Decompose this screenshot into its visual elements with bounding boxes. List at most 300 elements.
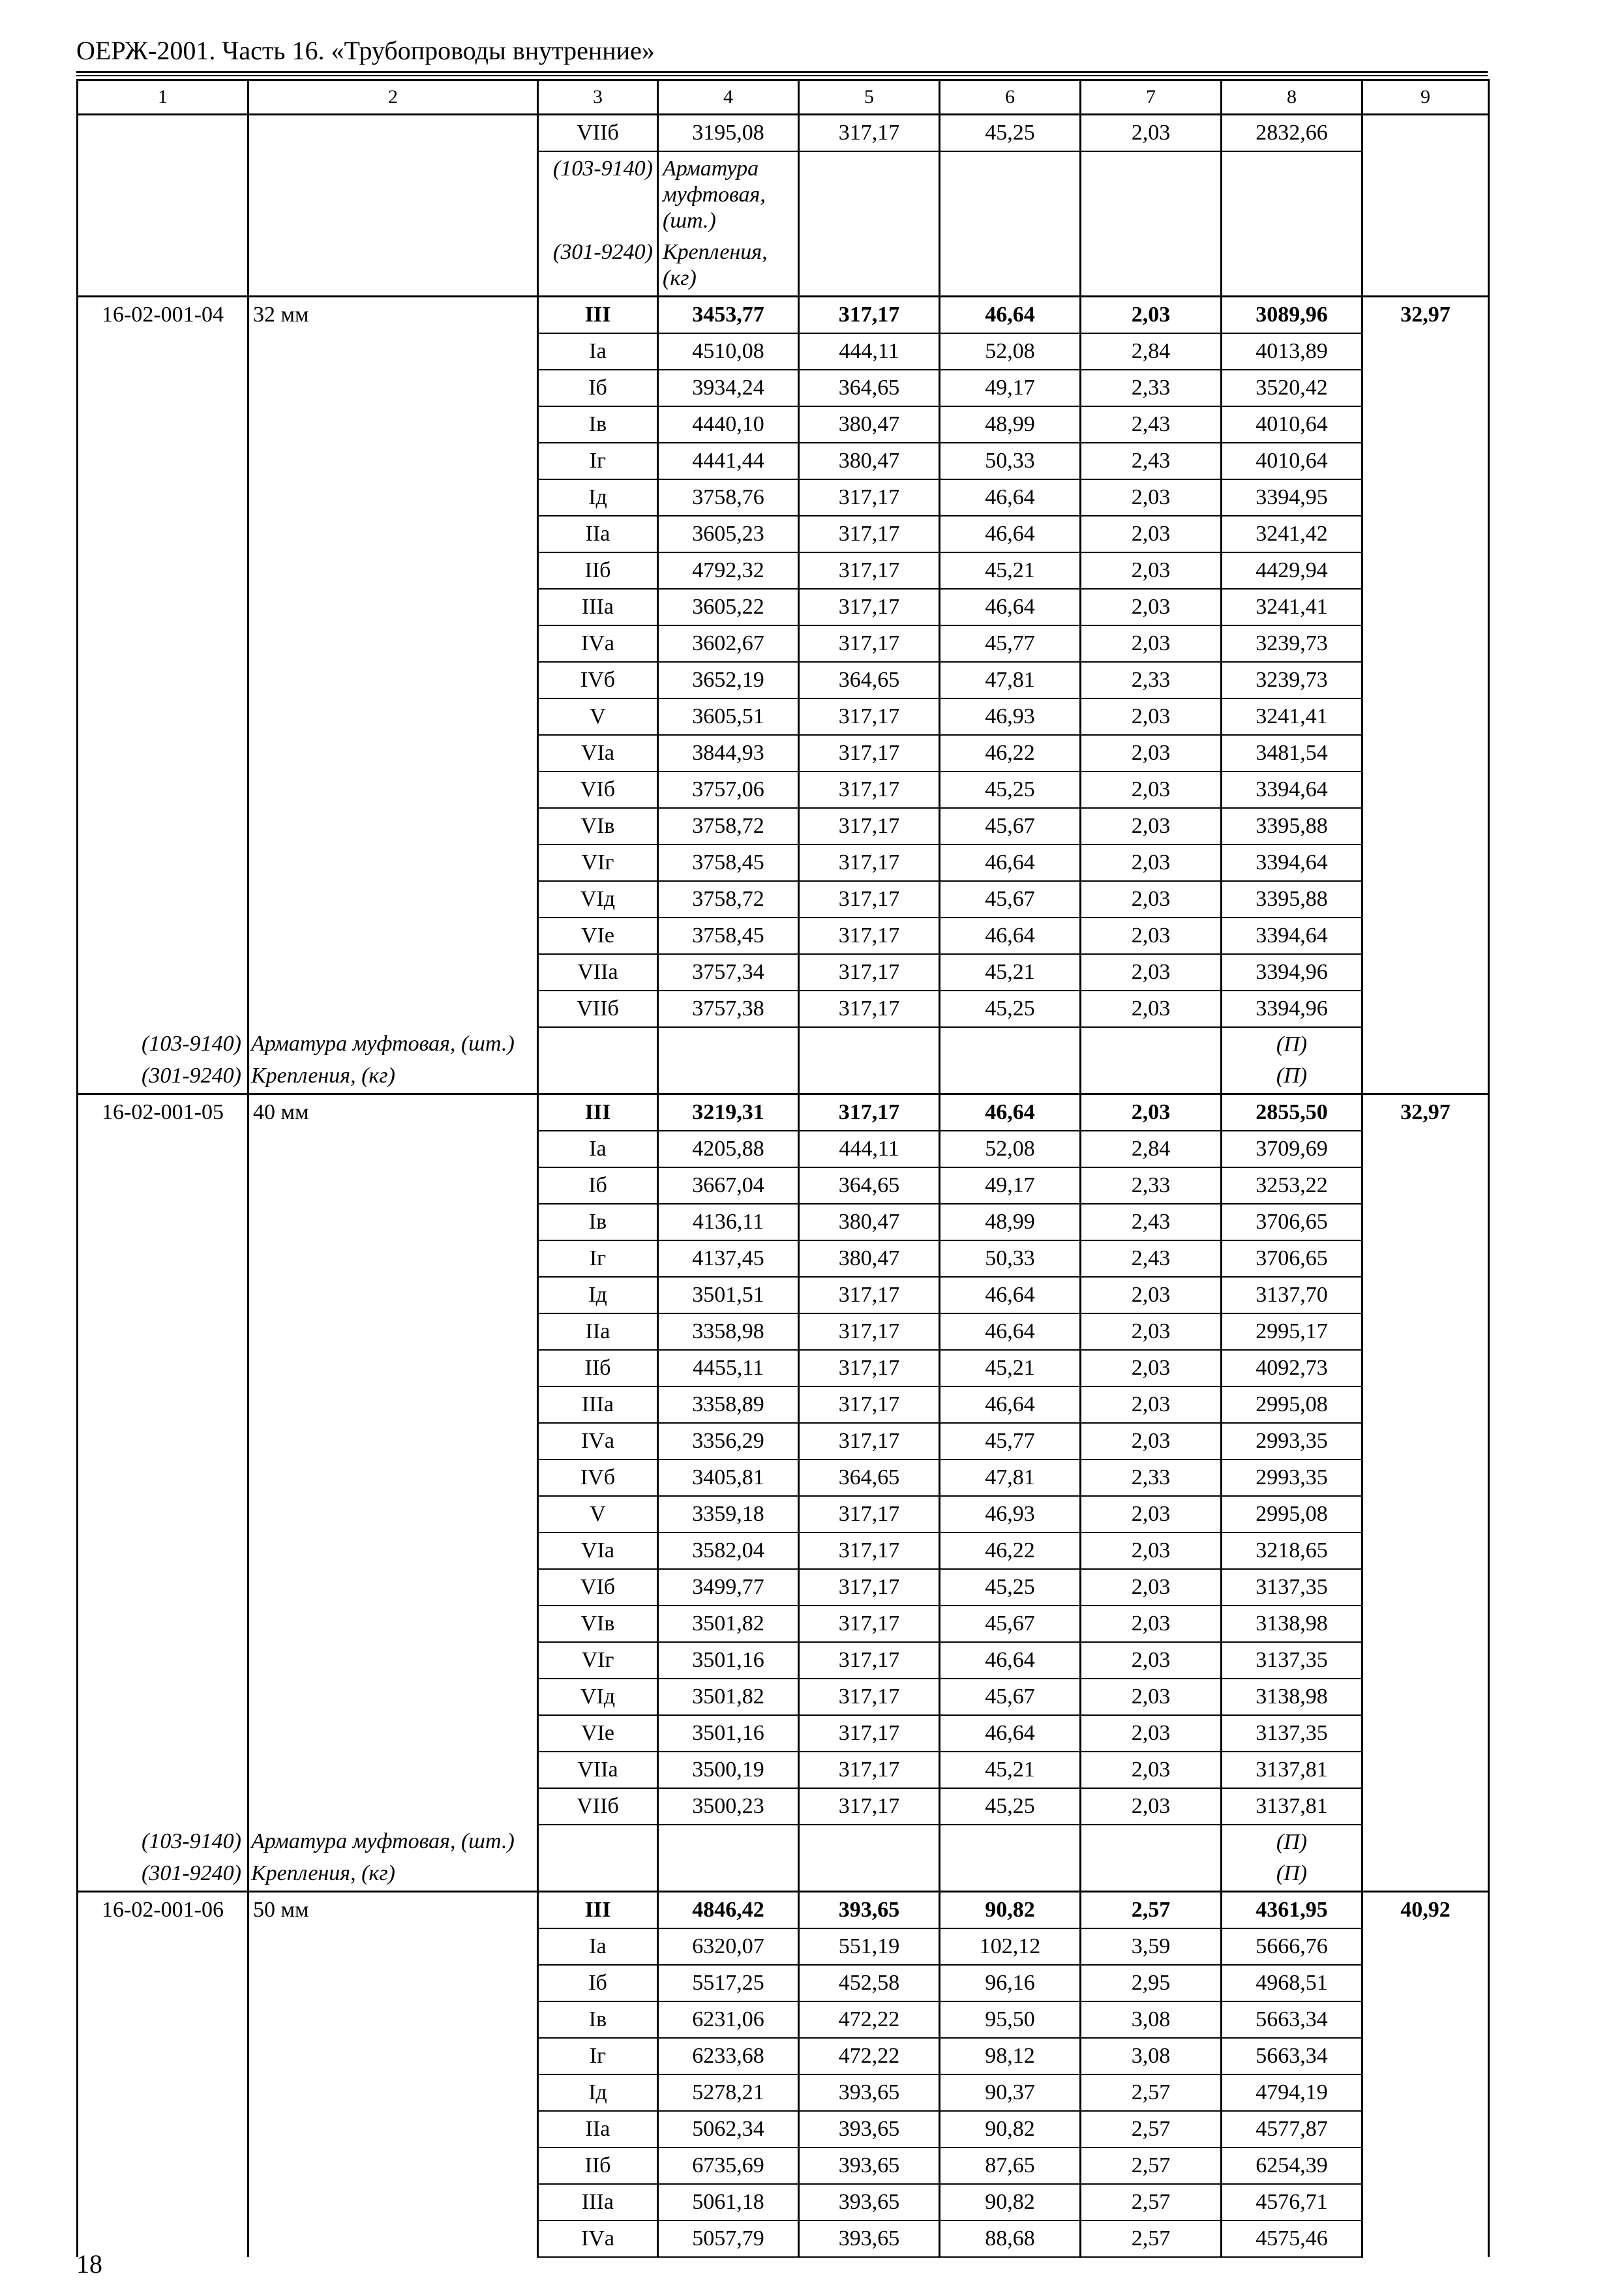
zone-cell: VIIа [538, 1752, 658, 1788]
materials-cell: 3239,73 [1222, 625, 1362, 662]
materials-cell: 3241,41 [1222, 589, 1362, 625]
driver-wages-cell: 2,03 [1081, 1569, 1222, 1606]
zone-cell: Iв [538, 2001, 658, 2038]
zone-cell: VIд [538, 881, 658, 918]
materials-cell: 2855,50 [1222, 1094, 1362, 1131]
wages-cell: 317,17 [799, 1496, 940, 1533]
materials-note-cell: (П) [1222, 1858, 1362, 1892]
total-cost-cell: 4792,32 [658, 552, 799, 589]
materials-cell: 3137,35 [1222, 1715, 1362, 1752]
materials-cell: 3395,88 [1222, 881, 1362, 918]
labor-cost-cell: 40,92 [1362, 1892, 1489, 2258]
total-cost-cell: 5278,21 [658, 2074, 799, 2111]
total-cost-cell: 3358,89 [658, 1386, 799, 1423]
total-cost-cell: 6320,07 [658, 1928, 799, 1965]
materials-cell: 4010,64 [1222, 443, 1362, 479]
machines-cell: 45,21 [940, 1350, 1081, 1386]
total-cost-cell: 3501,82 [658, 1606, 799, 1642]
materials-cell: 3253,22 [1222, 1167, 1362, 1204]
wages-cell: 444,11 [799, 1131, 940, 1167]
machines-cell: 46,64 [940, 1277, 1081, 1313]
wages-cell: 317,17 [799, 735, 940, 771]
driver-wages-cell: 2,95 [1081, 1965, 1222, 2001]
wages-cell: 317,17 [799, 808, 940, 845]
column-number-1: 1 [78, 80, 248, 115]
driver-wages-cell: 2,03 [1081, 1606, 1222, 1642]
driver-wages-cell: 2,57 [1081, 2184, 1222, 2221]
zone-cell: IIб [538, 2147, 658, 2184]
wages-cell: 317,17 [799, 1094, 940, 1131]
wages-cell: 317,17 [799, 552, 940, 589]
wages-cell: 380,47 [799, 1204, 940, 1240]
driver-wages-cell: 2,03 [1081, 1423, 1222, 1459]
driver-wages-cell: 2,03 [1081, 881, 1222, 918]
empty-cell [1222, 151, 1362, 237]
materials-cell: 3394,96 [1222, 954, 1362, 991]
driver-wages-cell: 2,03 [1081, 297, 1222, 334]
driver-wages-cell: 2,57 [1081, 2147, 1222, 2184]
zone-cell: V [538, 1496, 658, 1533]
driver-wages-cell: 2,57 [1081, 2111, 1222, 2147]
total-cost-cell: 3356,29 [658, 1423, 799, 1459]
driver-wages-cell: 2,57 [1081, 2221, 1222, 2257]
driver-wages-cell: 2,03 [1081, 1679, 1222, 1715]
driver-wages-cell: 2,03 [1081, 845, 1222, 881]
header-rule [76, 71, 1488, 73]
materials-cell: 3138,98 [1222, 1606, 1362, 1642]
table-row [78, 115, 1489, 152]
driver-wages-cell: 2,84 [1081, 333, 1222, 370]
materials-cell: 3137,35 [1222, 1642, 1362, 1679]
rate-name [248, 115, 538, 297]
page-number: 18 [76, 2249, 102, 2279]
total-cost-cell: 4205,88 [658, 1131, 799, 1167]
wages-cell: 317,17 [799, 297, 940, 334]
total-cost-cell: 3934,24 [658, 370, 799, 406]
total-cost-cell: 3605,22 [658, 589, 799, 625]
driver-wages-cell: 2,84 [1081, 1131, 1222, 1167]
wages-cell: 380,47 [799, 443, 940, 479]
rate-name: 50 мм [248, 1892, 538, 2258]
empty-cell [1081, 1858, 1222, 1892]
empty-cell [799, 1060, 940, 1094]
wages-cell: 444,11 [799, 333, 940, 370]
machines-cell: 45,25 [940, 771, 1081, 808]
labor-cost-cell: 32,97 [1362, 1094, 1489, 1892]
column-number-8: 8 [1222, 80, 1362, 115]
total-cost-cell: 3605,51 [658, 698, 799, 735]
total-cost-cell: 3501,16 [658, 1642, 799, 1679]
materials-cell: 3394,96 [1222, 991, 1362, 1027]
wages-cell: 364,65 [799, 1459, 940, 1496]
machines-cell: 90,37 [940, 2074, 1081, 2111]
machines-cell: 45,25 [940, 1788, 1081, 1825]
zone-cell: VIб [538, 771, 658, 808]
machines-cell: 46,64 [940, 1094, 1081, 1131]
total-cost-cell: 5061,18 [658, 2184, 799, 2221]
zone-cell: Iа [538, 1131, 658, 1167]
total-cost-cell: 3500,23 [658, 1788, 799, 1825]
total-cost-cell: 6233,68 [658, 2038, 799, 2074]
materials-cell: 4429,94 [1222, 552, 1362, 589]
machines-cell: 52,08 [940, 1131, 1081, 1167]
materials-cell: 5663,34 [1222, 2001, 1362, 2038]
materials-cell: 3137,81 [1222, 1752, 1362, 1788]
materials-cell: 4577,87 [1222, 2111, 1362, 2147]
total-cost-cell: 5062,34 [658, 2111, 799, 2147]
machines-cell: 46,64 [940, 297, 1081, 334]
driver-wages-cell: 2,33 [1081, 1459, 1222, 1496]
zone-cell: VIа [538, 735, 658, 771]
empty-cell [940, 237, 1081, 297]
labor-cost-cell [1362, 115, 1489, 297]
zone-cell: IIа [538, 1313, 658, 1350]
material-code: (103-9140) [538, 151, 658, 237]
wages-cell: 317,17 [799, 1533, 940, 1569]
empty-cell [658, 1027, 799, 1060]
empty-cell [1081, 237, 1222, 297]
materials-note-cell: (П) [1222, 1027, 1362, 1060]
table-row [78, 1094, 1489, 1131]
rate-name: 40 мм [248, 1094, 538, 1892]
machines-cell: 49,17 [940, 370, 1081, 406]
materials-cell: 3137,35 [1222, 1569, 1362, 1606]
driver-wages-cell: 2,03 [1081, 589, 1222, 625]
material-name: Крепления, (кг) [251, 1063, 525, 1089]
materials-cell: 5666,76 [1222, 1928, 1362, 1965]
machines-cell: 46,22 [940, 735, 1081, 771]
empty-cell [1081, 151, 1222, 237]
machines-cell: 46,64 [940, 1386, 1081, 1423]
total-cost-cell: 4440,10 [658, 406, 799, 443]
driver-wages-cell: 2,03 [1081, 698, 1222, 735]
machines-cell: 96,16 [940, 1965, 1081, 2001]
wages-cell: 317,17 [799, 1715, 940, 1752]
materials-cell: 2993,35 [1222, 1459, 1362, 1496]
driver-wages-cell: 2,43 [1081, 1240, 1222, 1277]
zone-cell: IIа [538, 2111, 658, 2147]
total-cost-cell: 3757,38 [658, 991, 799, 1027]
total-cost-cell: 4441,44 [658, 443, 799, 479]
empty-cell [940, 1858, 1081, 1892]
total-cost-cell: 3758,45 [658, 845, 799, 881]
wages-cell: 317,17 [799, 991, 940, 1027]
machines-cell: 102,12 [940, 1928, 1081, 1965]
material-name: Арматура муфтовая, (шт.) [658, 151, 799, 237]
driver-wages-cell: 3,08 [1081, 2038, 1222, 2074]
driver-wages-cell: 2,03 [1081, 1752, 1222, 1788]
machines-cell: 46,93 [940, 1496, 1081, 1533]
machines-cell: 46,64 [940, 1642, 1081, 1679]
zone-cell: IIIа [538, 589, 658, 625]
rate-name: 32 мм [248, 297, 538, 1094]
column-number-7: 7 [1081, 80, 1222, 115]
wages-cell: 317,17 [799, 954, 940, 991]
driver-wages-cell: 2,03 [1081, 1350, 1222, 1386]
table-row [78, 297, 1489, 334]
zone-cell: Iд [538, 479, 658, 516]
empty-cell [1081, 1825, 1222, 1858]
machines-cell: 45,21 [940, 1752, 1081, 1788]
machines-cell: 46,64 [940, 1715, 1081, 1752]
empty-cell [799, 1027, 940, 1060]
empty-cell [538, 1858, 658, 1892]
total-cost-cell: 3405,81 [658, 1459, 799, 1496]
materials-cell: 3137,81 [1222, 1788, 1362, 1825]
machines-cell: 47,81 [940, 1459, 1081, 1496]
wages-cell: 317,17 [799, 589, 940, 625]
rate-code: 16-02-001-05 [78, 1094, 248, 1892]
wages-cell: 393,65 [799, 2147, 940, 2184]
column-number-9: 9 [1362, 80, 1489, 115]
total-cost-cell: 3219,31 [658, 1094, 799, 1131]
material-name: Арматура муфтовая, (шт.) [251, 1829, 525, 1855]
zone-cell: VIа [538, 1533, 658, 1569]
materials-cell: 2993,35 [1222, 1423, 1362, 1459]
driver-wages-cell: 2,03 [1081, 1386, 1222, 1423]
zone-cell: IVб [538, 662, 658, 698]
wages-cell: 317,17 [799, 1350, 940, 1386]
zone-cell: VIIб [538, 991, 658, 1027]
driver-wages-cell: 2,03 [1081, 1533, 1222, 1569]
machines-cell: 49,17 [940, 1167, 1081, 1204]
machines-cell: 45,25 [940, 1569, 1081, 1606]
total-cost-cell: 3501,51 [658, 1277, 799, 1313]
machines-cell: 52,08 [940, 333, 1081, 370]
rates-table-container [76, 79, 1488, 2258]
zone-cell: VIг [538, 1642, 658, 1679]
machines-cell: 46,64 [940, 1313, 1081, 1350]
materials-cell: 3394,64 [1222, 845, 1362, 881]
zone-cell: IVа [538, 1423, 658, 1459]
total-cost-cell: 3757,06 [658, 771, 799, 808]
machines-cell: 45,77 [940, 1423, 1081, 1459]
material-name: Крепления, (кг) [658, 237, 799, 297]
zone-cell: IIIа [538, 2184, 658, 2221]
driver-wages-cell: 2,03 [1081, 479, 1222, 516]
zone-cell: IVб [538, 1459, 658, 1496]
wages-cell: 317,17 [799, 1788, 940, 1825]
column-number-row [78, 80, 1489, 115]
materials-note-cell: (П) [1222, 1060, 1362, 1094]
driver-wages-cell: 2,03 [1081, 954, 1222, 991]
wages-cell: 317,17 [799, 918, 940, 954]
total-cost-cell: 3652,19 [658, 662, 799, 698]
materials-cell: 2995,08 [1222, 1496, 1362, 1533]
driver-wages-cell: 2,03 [1081, 1715, 1222, 1752]
wages-cell: 317,17 [799, 1642, 940, 1679]
machines-cell: 45,77 [940, 625, 1081, 662]
zone-cell: IIIа [538, 1386, 658, 1423]
zone-cell: Iб [538, 1167, 658, 1204]
wages-cell: 551,19 [799, 1928, 940, 1965]
machines-cell: 98,12 [940, 2038, 1081, 2074]
zone-cell: VIв [538, 808, 658, 845]
wages-cell: 317,17 [799, 1423, 940, 1459]
materials-cell: 3706,65 [1222, 1240, 1362, 1277]
material-code: (103-9140) [78, 1031, 241, 1057]
driver-wages-cell: 2,03 [1081, 991, 1222, 1027]
zone-cell: III [538, 1892, 658, 1929]
materials-cell: 4794,19 [1222, 2074, 1362, 2111]
driver-wages-cell: 2,03 [1081, 1788, 1222, 1825]
machines-cell: 50,33 [940, 443, 1081, 479]
total-cost-cell: 3501,16 [658, 1715, 799, 1752]
table-row [78, 1892, 1489, 1929]
zone-cell: IIб [538, 1350, 658, 1386]
zone-cell: IVа [538, 2221, 658, 2257]
driver-wages-cell: 2,03 [1081, 1496, 1222, 1533]
total-cost-cell: 3605,23 [658, 516, 799, 552]
zone-cell: VIIа [538, 954, 658, 991]
driver-wages-cell: 2,33 [1081, 370, 1222, 406]
total-cost-cell: 3501,82 [658, 1679, 799, 1715]
zone-cell: VIIб [538, 1788, 658, 1825]
wages-cell: 317,17 [799, 845, 940, 881]
driver-wages-cell: 2,43 [1081, 406, 1222, 443]
wages-cell: 317,17 [799, 881, 940, 918]
zone-cell: III [538, 297, 658, 334]
machines-cell: 48,99 [940, 406, 1081, 443]
total-cost-cell: 3582,04 [658, 1533, 799, 1569]
page-header: ОЕРЖ-2001. Часть 16. «Трубопроводы внутренние» [76, 36, 655, 65]
wages-cell: 317,17 [799, 1313, 940, 1350]
empty-cell [940, 1027, 1081, 1060]
empty-cell [940, 1825, 1081, 1858]
total-cost-cell: 4846,42 [658, 1892, 799, 1929]
wages-cell: 317,17 [799, 1277, 940, 1313]
machines-cell: 45,25 [940, 991, 1081, 1027]
materials-cell: 3394,64 [1222, 771, 1362, 808]
zone-cell: VIб [538, 1569, 658, 1606]
zone-cell: Iд [538, 1277, 658, 1313]
machines-cell: 88,68 [940, 2221, 1081, 2257]
total-cost-cell: 3499,77 [658, 1569, 799, 1606]
total-cost-cell: 3358,98 [658, 1313, 799, 1350]
driver-wages-cell: 2,57 [1081, 1892, 1222, 1929]
rate-code: 16-02-001-04 [78, 297, 248, 1094]
materials-cell: 4576,71 [1222, 2184, 1362, 2221]
material-code: (301-9240) [78, 1063, 241, 1089]
zone-cell: VIIб [538, 115, 658, 152]
total-cost-cell: 3758,72 [658, 881, 799, 918]
machines-cell: 95,50 [940, 2001, 1081, 2038]
empty-cell [799, 1858, 940, 1892]
zone-cell: Iг [538, 2038, 658, 2074]
zone-cell: Iг [538, 1240, 658, 1277]
materials-cell: 4575,46 [1222, 2221, 1362, 2257]
materials-cell: 4013,89 [1222, 333, 1362, 370]
total-cost-cell: 3359,18 [658, 1496, 799, 1533]
total-cost-cell: 3602,67 [658, 625, 799, 662]
total-cost-cell: 3758,72 [658, 808, 799, 845]
total-cost-cell: 3500,19 [658, 1752, 799, 1788]
wages-cell: 452,58 [799, 1965, 940, 2001]
zone-cell: IIа [538, 516, 658, 552]
empty-cell [1081, 1060, 1222, 1094]
zone-cell: VIв [538, 1606, 658, 1642]
zone-cell: IVа [538, 625, 658, 662]
machines-cell: 46,22 [940, 1533, 1081, 1569]
empty-cell [658, 1060, 799, 1094]
driver-wages-cell: 2,03 [1081, 1277, 1222, 1313]
materials-cell: 4010,64 [1222, 406, 1362, 443]
empty-cell [1222, 237, 1362, 297]
machines-cell: 90,82 [940, 1892, 1081, 1929]
empty-cell [799, 151, 940, 237]
machines-cell: 46,64 [940, 918, 1081, 954]
machines-cell: 45,21 [940, 954, 1081, 991]
machines-cell: 87,65 [940, 2147, 1081, 2184]
driver-wages-cell: 2,43 [1081, 1204, 1222, 1240]
rate-code [78, 115, 248, 297]
machines-cell: 48,99 [940, 1204, 1081, 1240]
machines-cell: 45,67 [940, 1606, 1081, 1642]
driver-wages-cell: 2,03 [1081, 771, 1222, 808]
driver-wages-cell: 2,03 [1081, 115, 1222, 152]
wages-cell: 317,17 [799, 479, 940, 516]
total-cost-cell: 3758,76 [658, 479, 799, 516]
driver-wages-cell: 2,33 [1081, 1167, 1222, 1204]
wages-cell: 317,17 [799, 698, 940, 735]
materials-note-cell: (П) [1222, 1825, 1362, 1858]
column-number-5: 5 [799, 80, 940, 115]
wages-cell: 472,22 [799, 2038, 940, 2074]
empty-cell [658, 1858, 799, 1892]
total-cost-cell: 6735,69 [658, 2147, 799, 2184]
zone-cell: III [538, 1094, 658, 1131]
empty-cell [538, 1060, 658, 1094]
driver-wages-cell: 2,03 [1081, 918, 1222, 954]
total-cost-cell: 4510,08 [658, 333, 799, 370]
total-cost-cell: 3758,45 [658, 918, 799, 954]
zone-cell: VIг [538, 845, 658, 881]
machines-cell: 90,82 [940, 2111, 1081, 2147]
empty-cell [799, 1825, 940, 1858]
wages-cell: 364,65 [799, 1167, 940, 1204]
machines-cell: 90,82 [940, 2184, 1081, 2221]
materials-cell: 3241,42 [1222, 516, 1362, 552]
wages-cell: 364,65 [799, 662, 940, 698]
machines-cell: 45,67 [940, 881, 1081, 918]
materials-cell: 6254,39 [1222, 2147, 1362, 2184]
materials-cell: 3395,88 [1222, 808, 1362, 845]
labor-cost-cell: 32,97 [1362, 297, 1489, 1094]
column-number-2: 2 [248, 80, 538, 115]
wages-cell: 393,65 [799, 2074, 940, 2111]
wages-cell: 393,65 [799, 1892, 940, 1929]
wages-cell: 317,17 [799, 1606, 940, 1642]
empty-cell [1081, 1027, 1222, 1060]
materials-cell: 4968,51 [1222, 1965, 1362, 2001]
driver-wages-cell: 2,03 [1081, 1642, 1222, 1679]
driver-wages-cell: 2,03 [1081, 1094, 1222, 1131]
machines-cell: 46,64 [940, 845, 1081, 881]
materials-cell: 2832,66 [1222, 115, 1362, 152]
zone-cell: Iг [538, 443, 658, 479]
wages-cell: 317,17 [799, 1679, 940, 1715]
machines-cell: 50,33 [940, 1240, 1081, 1277]
driver-wages-cell: 2,03 [1081, 552, 1222, 589]
driver-wages-cell: 2,03 [1081, 735, 1222, 771]
total-cost-cell: 5517,25 [658, 1965, 799, 2001]
driver-wages-cell: 2,43 [1081, 443, 1222, 479]
wages-cell: 317,17 [799, 1569, 940, 1606]
materials-cell: 3241,41 [1222, 698, 1362, 735]
wages-cell: 472,22 [799, 2001, 940, 2038]
machines-cell: 47,81 [940, 662, 1081, 698]
driver-wages-cell: 2,03 [1081, 808, 1222, 845]
